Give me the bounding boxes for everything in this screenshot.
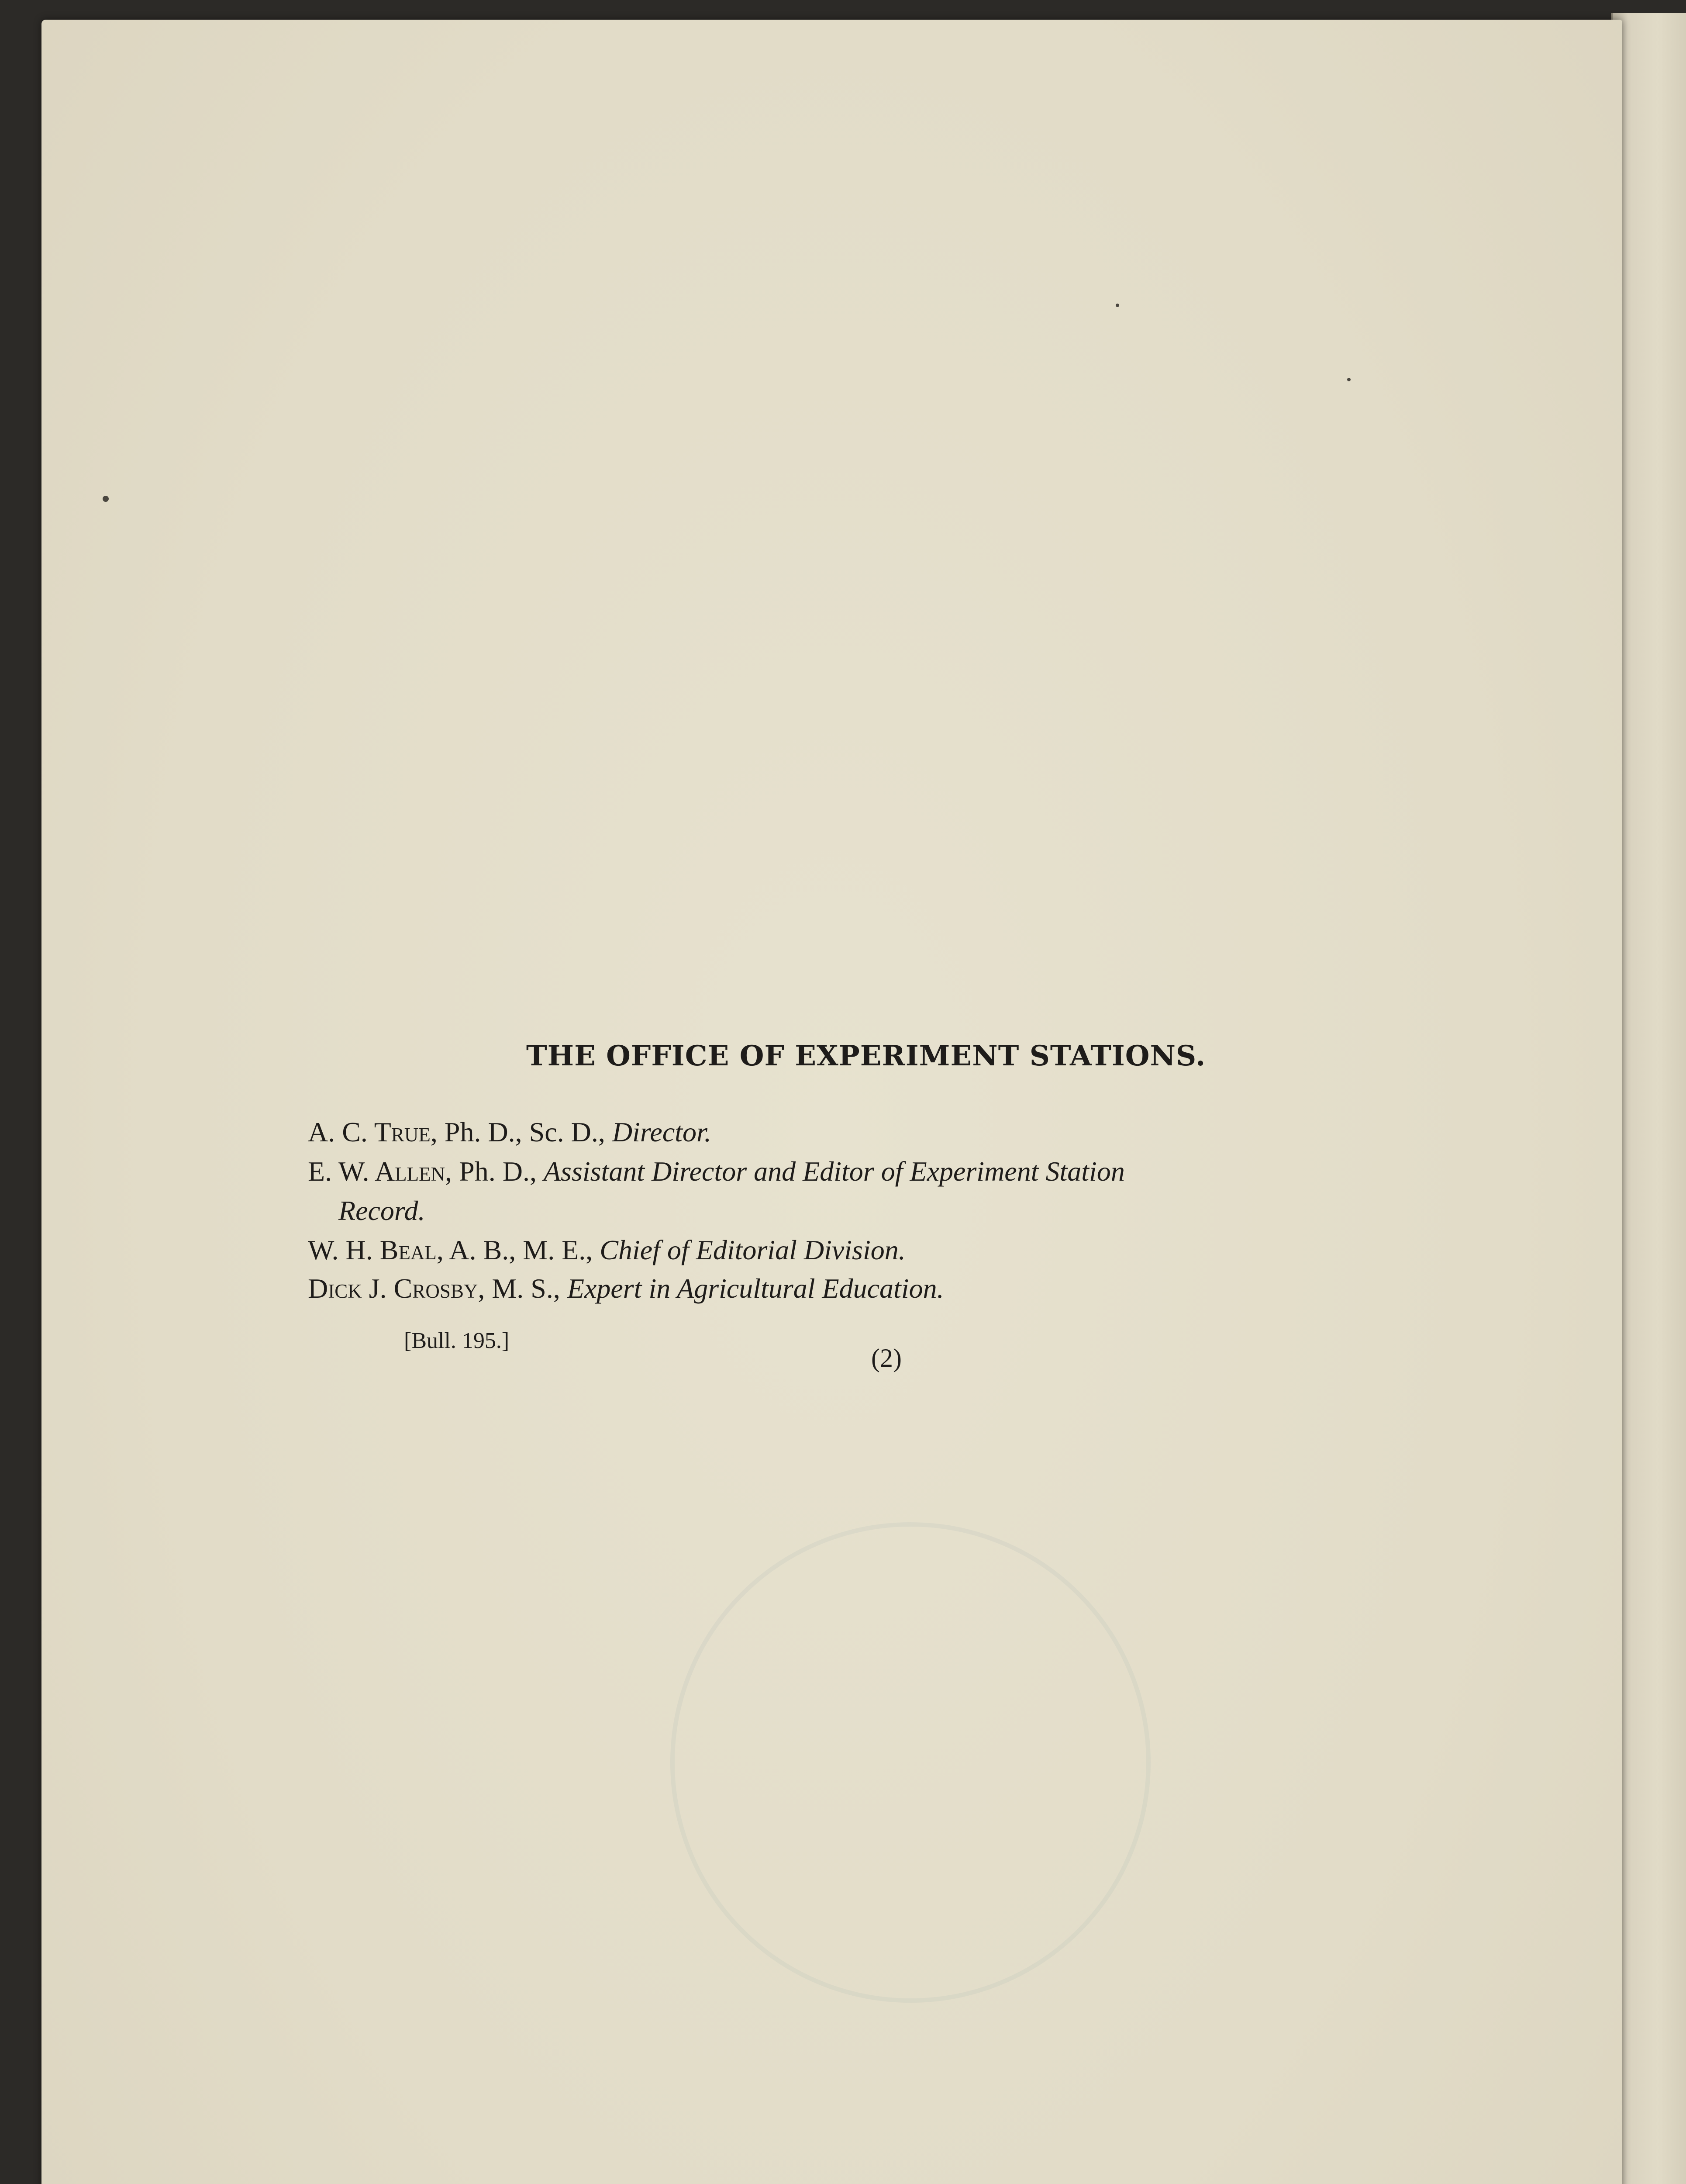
staff-credentials: , Ph. D., <box>445 1156 544 1187</box>
bleed-through-library-stamp <box>295 1575 653 2143</box>
staff-credentials: , A. B., M. E., <box>436 1234 600 1265</box>
staff-role-continued: Record. <box>338 1195 425 1226</box>
staff-name: E. W. Allen <box>308 1156 445 1187</box>
staff-role: Chief of Editorial Division. <box>600 1234 906 1265</box>
paper-speck <box>103 496 109 502</box>
page-title: THE OFFICE OF EXPERIMENT STATIONS. <box>526 1040 1206 1072</box>
staff-name: A. C. True <box>308 1116 431 1147</box>
staff-entry-continuation <box>338 1195 425 1227</box>
staff-entry <box>308 1272 944 1305</box>
page-number: (2) <box>871 1344 902 1372</box>
staff-entry <box>308 1155 1125 1188</box>
staff-credentials: , Ph. D., Sc. D., <box>430 1116 612 1147</box>
staff-credentials: , M. S., <box>478 1273 567 1304</box>
bulletin-reference: [Bull. 195.] <box>404 1328 510 1353</box>
adjacent-page-edge <box>1611 13 1686 2184</box>
staff-name: Dick J. Crosby <box>308 1273 478 1304</box>
document-page <box>41 20 1622 2184</box>
staff-role: Director. <box>612 1116 711 1147</box>
staff-name: W. H. Beal <box>308 1234 437 1265</box>
staff-role: Expert in Agricultural Education. <box>567 1273 944 1304</box>
staff-entry <box>308 1116 711 1148</box>
bleed-through-seal <box>670 1522 1151 2003</box>
paper-speck <box>1347 378 1351 381</box>
staff-role: Assistant Director and Editor of Experiment Station <box>543 1156 1125 1187</box>
staff-entry <box>308 1234 906 1266</box>
paper-speck <box>1116 304 1119 307</box>
